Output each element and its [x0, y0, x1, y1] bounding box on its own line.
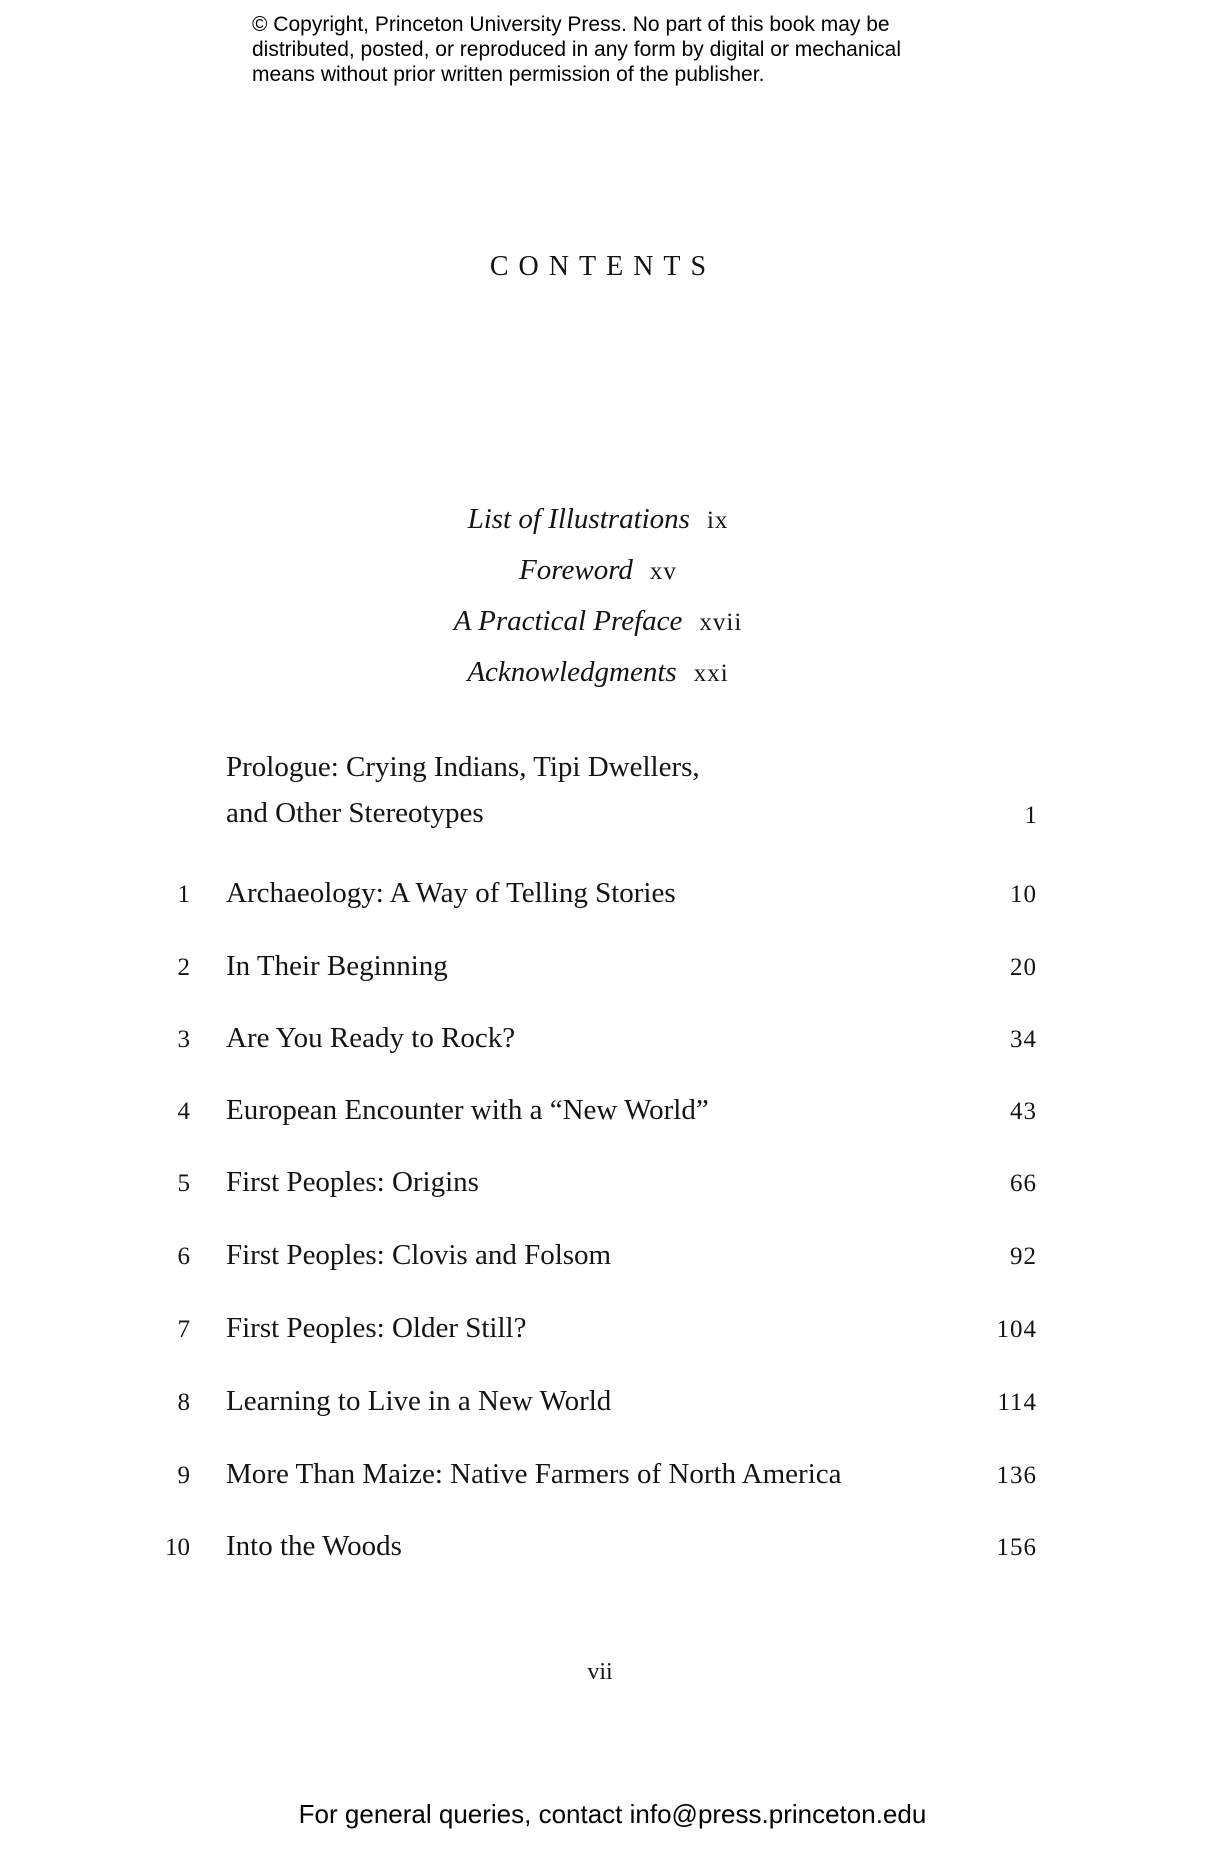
- front-matter-page: xvii: [699, 609, 743, 636]
- chapter-page-number: 156: [996, 1534, 1037, 1561]
- toc-entry: [0, 950, 1225, 992]
- chapter-number: 4: [177, 1098, 190, 1125]
- footer-contact-text: For general queries, contact info@press.princeton.edu: [298, 1799, 927, 1829]
- front-matter-title: List of Illustrations: [467, 503, 690, 535]
- chapter-title: Are You Ready to Rock?: [226, 1022, 516, 1054]
- chapter-page-number: 114: [997, 1389, 1037, 1416]
- chapter-title: Archaeology: A Way of Telling Stories: [226, 877, 676, 909]
- toc-entry: [0, 1239, 1225, 1281]
- toc-entry: [0, 877, 1225, 919]
- toc-entry: [0, 1166, 1225, 1208]
- copyright-notice: [252, 12, 972, 87]
- front-matter-item: [0, 656, 1196, 689]
- toc-entry: [0, 1530, 1225, 1572]
- copyright-line: means without prior written permission of the publisher.: [252, 63, 765, 86]
- prologue-page-number: 1: [1024, 802, 1037, 829]
- toc-entry: [0, 1385, 1225, 1427]
- toc-entry: [0, 1458, 1225, 1500]
- front-matter-title: A Practical Preface: [453, 605, 683, 637]
- chapter-title: In Their Beginning: [226, 950, 448, 982]
- page-title: CONTENTS: [489, 251, 717, 282]
- chapter-title: First Peoples: Clovis and Folsom: [226, 1239, 612, 1271]
- chapter-page-number: 43: [1010, 1098, 1037, 1125]
- chapter-number: 5: [177, 1170, 190, 1197]
- folio-page-number: vii: [587, 1659, 613, 1685]
- front-matter-item: [0, 605, 1196, 638]
- front-matter-title: Foreword: [519, 554, 633, 586]
- chapter-number: 10: [165, 1534, 190, 1561]
- toc-entry: [0, 1094, 1225, 1136]
- front-matter-page: xv: [649, 558, 677, 585]
- chapter-number: 1: [177, 881, 190, 908]
- chapter-page-number: 104: [996, 1316, 1037, 1343]
- chapter-page-number: 20: [1010, 954, 1037, 981]
- front-matter-page: ix: [706, 507, 729, 534]
- front-matter-title: Acknowledgments: [467, 656, 677, 688]
- chapter-page-number: 10: [1010, 881, 1037, 908]
- chapter-number: 9: [177, 1462, 190, 1489]
- chapter-number: 6: [177, 1243, 190, 1270]
- chapter-title: Into the Woods: [226, 1530, 402, 1562]
- copyright-line: © Copyright, Princeton University Press. No part of this book may be: [252, 13, 890, 36]
- chapter-number: 8: [177, 1389, 190, 1416]
- copyright-line: distributed, posted, or reproduced in any form by digital or mechanical: [252, 38, 902, 61]
- chapter-page-number: 92: [1010, 1243, 1037, 1270]
- chapter-number: 2: [177, 954, 190, 981]
- chapter-title: European Encounter with a “New World”: [226, 1094, 709, 1126]
- toc-entry: [0, 1022, 1225, 1064]
- chapter-title: First Peoples: Older Still?: [226, 1312, 527, 1344]
- chapter-page-number: 34: [1010, 1026, 1037, 1053]
- front-matter-item: [0, 554, 1196, 587]
- front-matter-item: [0, 503, 1196, 536]
- chapter-page-number: 66: [1010, 1170, 1037, 1197]
- chapter-title: First Peoples: Origins: [226, 1166, 479, 1198]
- chapter-title: More Than Maize: Native Farmers of North America: [226, 1458, 842, 1490]
- chapter-title: Learning to Live in a New World: [226, 1385, 612, 1417]
- toc-entry-prologue: [0, 751, 1225, 841]
- chapter-number: 7: [177, 1316, 190, 1343]
- prologue-title-line2: and Other Stereotypes: [226, 797, 484, 829]
- toc-entry: [0, 1312, 1225, 1354]
- chapter-page-number: 136: [996, 1462, 1037, 1489]
- prologue-title-line1: Prologue: Crying Indians, Tipi Dwellers,: [226, 751, 700, 783]
- front-matter-page: xxi: [693, 660, 729, 687]
- chapter-number: 3: [177, 1026, 190, 1053]
